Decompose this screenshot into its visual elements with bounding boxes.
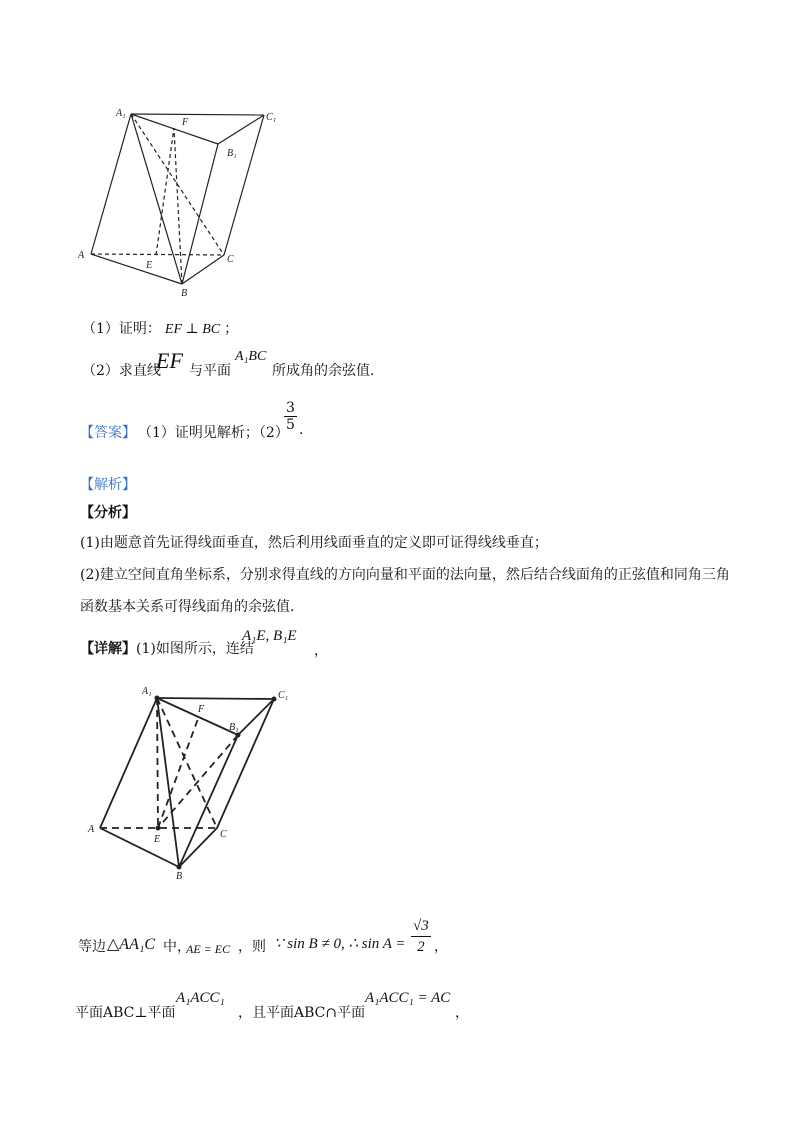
label-b1: B₁: [229, 722, 239, 733]
label-f: F: [182, 117, 189, 128]
detail-tag: 【详解】: [80, 641, 136, 657]
line1-mid: 中，: [163, 939, 191, 955]
point-a1: [155, 696, 160, 701]
line1-tri: △AA₁C: [107, 936, 156, 953]
answer-frac-num: 3: [286, 400, 295, 416]
line2-prefix: 平面ABC⊥平面: [75, 1005, 176, 1021]
edge-a1-a: [100, 698, 157, 828]
line2-end: ，: [455, 1005, 469, 1021]
point-b: [177, 865, 182, 870]
edge-b-c: [179, 828, 217, 867]
edge-a1-c1: [157, 698, 274, 699]
segment-b1-e-hidden: [158, 735, 238, 828]
analysis-p1: (1)由题意首先证得线面垂直，然后利用线面垂直的定义即可证得线线垂直；: [80, 535, 548, 551]
q1-math: EF ⊥ BC: [164, 322, 221, 337]
analysis-p2b: 函数基本关系可得线面角的余弦值.: [80, 599, 295, 615]
label-f: F: [198, 704, 205, 715]
label-c: C: [220, 829, 227, 840]
line2-plane1: A₁ACC₁: [176, 990, 225, 1006]
edge-a1-c1: [131, 114, 264, 115]
label-b: B: [176, 871, 183, 882]
answer-fraction: [284, 400, 297, 433]
line1-comma: ，则: [238, 939, 266, 955]
line1-end: ，: [434, 939, 448, 955]
label-a1: A₁: [116, 108, 126, 119]
label-c: C: [227, 254, 234, 265]
label-e: E: [146, 260, 153, 271]
q2-plane: A₁BC: [235, 349, 267, 364]
q2-suffix: 所成角的余弦值.: [272, 363, 375, 379]
detail-math: A₁E, B₁E: [242, 628, 297, 644]
answer-tag: 【答案】: [80, 425, 136, 441]
prism-figure-1: [70, 100, 290, 305]
q2-math: EF: [156, 348, 183, 373]
segment-a1-e-hidden: [157, 698, 158, 828]
q2-prefix: （2）求直线: [82, 363, 161, 379]
question-1: [82, 318, 238, 338]
analysis-p2a: (2)建立空间直角坐标系，分别求得直线的方向向量和平面的法向量，然后结合线面角的正弦值和同角三角: [80, 567, 730, 583]
prism-figure-2: [80, 680, 300, 885]
edge-a1-a: [91, 114, 131, 254]
sin-a-fraction: [411, 916, 431, 957]
sin-a-num: √3: [411, 916, 431, 937]
detail-text: (1)如图所示，连结: [136, 641, 254, 657]
q2-mid: 与平面: [189, 363, 231, 379]
sin-a-den: 2: [417, 939, 425, 955]
point-c1: [272, 697, 277, 702]
edge-a-b: [91, 254, 182, 284]
label-b: B: [181, 288, 188, 299]
label-a1: A₁: [142, 686, 152, 697]
answer-end: .: [299, 422, 304, 438]
line2-mid: ，且平面ABC∩平面: [238, 1005, 366, 1021]
answer-frac-den: 5: [286, 417, 295, 433]
point-e: [156, 826, 161, 831]
label-e: E: [154, 834, 161, 845]
edge-c1-b1: [238, 699, 274, 735]
detail-end: ，: [314, 643, 328, 659]
answer-text: （1）证明见解析；（2）: [138, 425, 289, 441]
edge-a-c-hidden: [91, 254, 224, 255]
q1-prefix: （1）证明：: [82, 321, 161, 337]
q1-suffix: ；: [224, 321, 239, 337]
label-c1: C₁: [278, 690, 289, 701]
line1-because: ∵ sin B ≠ 0, ∴ sin A =: [274, 936, 406, 952]
segment-a1-c-hidden: [131, 114, 224, 255]
fenxi-tag: 【分析】: [80, 505, 136, 521]
edge-a-b: [100, 828, 179, 867]
label-b1: B₁: [227, 148, 237, 159]
segment-e-f-hidden: [156, 128, 174, 255]
label-c1: C₁: [266, 112, 277, 123]
segment-e-f-hidden: [158, 716, 199, 828]
line2-plane2: A₁ACC₁ = AC: [365, 990, 451, 1006]
point-b1: [236, 733, 241, 738]
label-a: A: [78, 250, 85, 261]
line1-prefix: 等边: [78, 939, 106, 955]
label-a: A: [88, 824, 95, 835]
line1-eq: AE = EC: [186, 942, 231, 956]
analysis-tag: 【解析】: [80, 477, 136, 493]
edge-a1-b: [131, 114, 182, 284]
